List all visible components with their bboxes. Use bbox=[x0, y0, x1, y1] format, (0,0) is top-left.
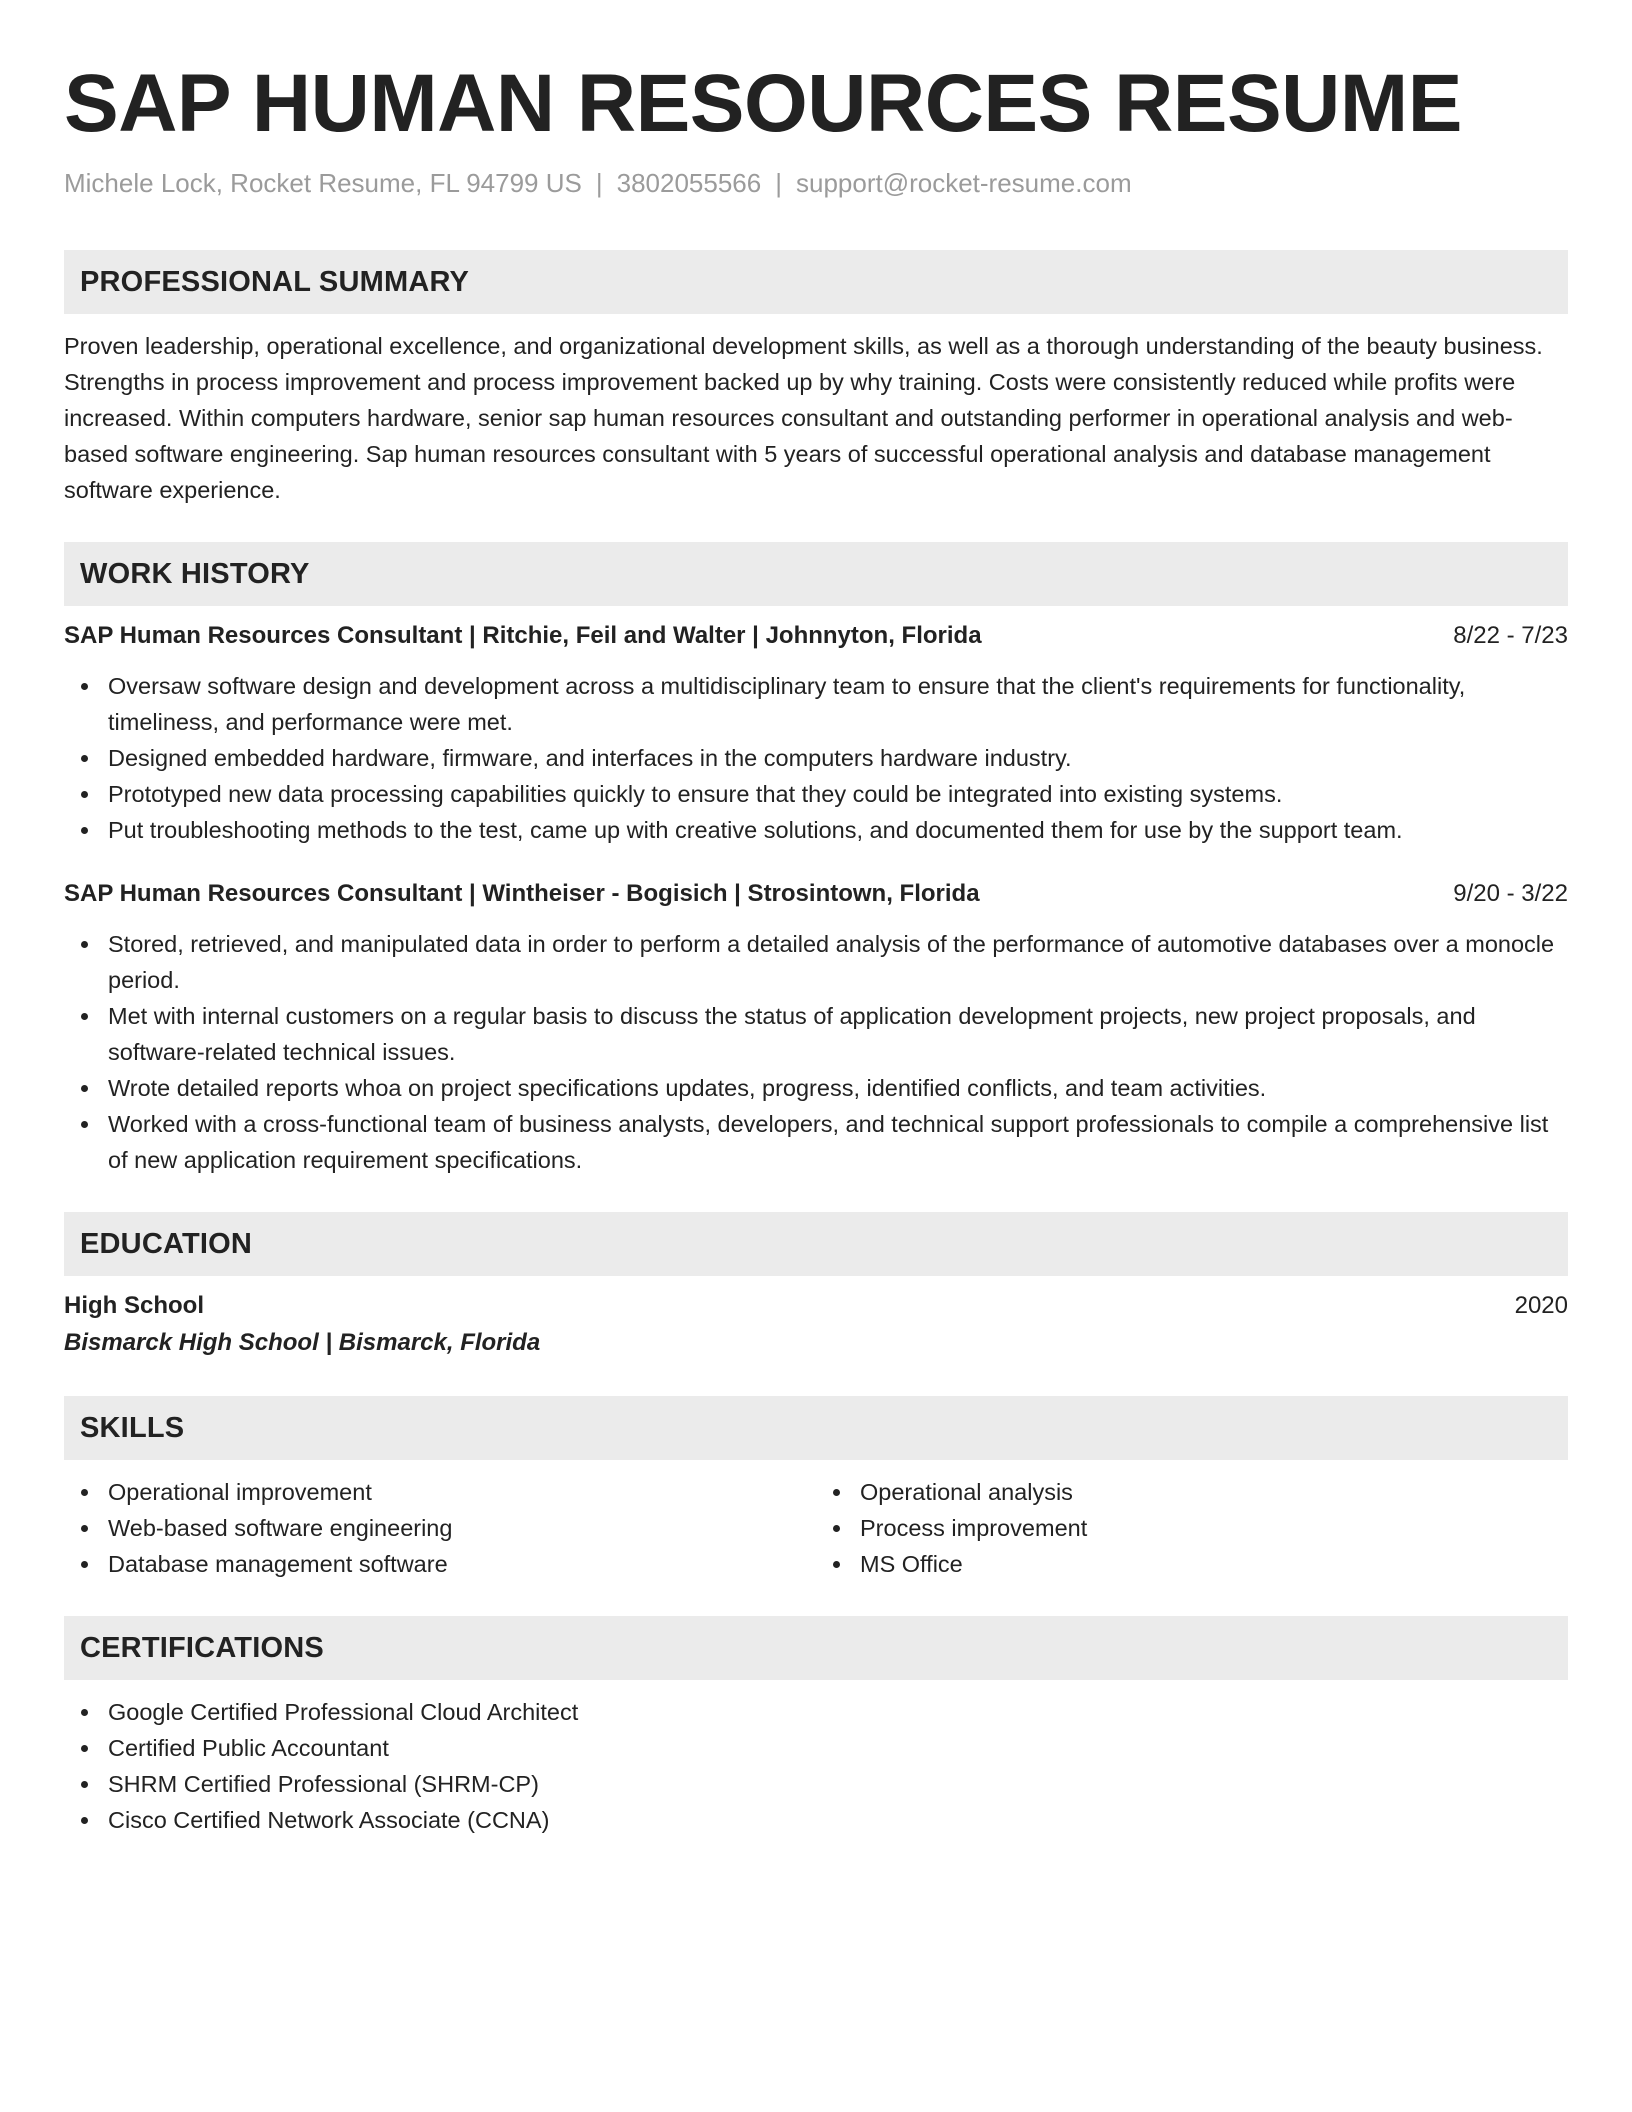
summary-text: Proven leadership, operational excellence, and organizational development skills, as well as a thorough understanding of the beauty business. Strengths in process improvement and process improvement backed up by why training. Costs were consistently reduced while profits were increased. Within computers hardware, senior sap human resources consultant and outstanding performer in operational analysis and web-based software engineering. Sap human resources consultant with 5 years of successful operational analysis and database management software experience. bbox=[64, 333, 1543, 503]
job-header bbox=[64, 876, 1568, 912]
skill-item: MS Office bbox=[860, 1546, 1568, 1582]
contact-phone: 3802055566 bbox=[616, 168, 762, 198]
summary-heading: PROFESSIONAL SUMMARY bbox=[64, 250, 1568, 314]
certification-item: Google Certified Professional Cloud Architect bbox=[108, 1694, 1568, 1730]
skill-item: Operational improvement bbox=[108, 1474, 816, 1510]
job-bullet: Stored, retrieved, and manipulated data in order to perform a detailed analysis of the performance of automotive databases over a monocle period. bbox=[108, 926, 1568, 998]
contact-separator: | bbox=[595, 168, 603, 198]
job-bullet: Wrote detailed reports whoa on project specifications updates, progress, identified conflicts, and team activities. bbox=[108, 1070, 1568, 1106]
resume-title: SAP HUMAN RESOURCES RESUME bbox=[64, 58, 1462, 149]
skill-item: Web-based software engineering bbox=[108, 1510, 816, 1546]
education-heading: EDUCATION bbox=[64, 1212, 1568, 1276]
job-bullet: Oversaw software design and development across a multidisciplinary team to ensure that the client's requirements for functionality, timeliness, and performance were met. bbox=[108, 668, 1568, 740]
education-entry bbox=[64, 1288, 1568, 1362]
job-bullet-list bbox=[64, 926, 1568, 1178]
certification-item: SHRM Certified Professional (SHRM-CP) bbox=[108, 1766, 1568, 1802]
skills-list bbox=[816, 1474, 1568, 1582]
job-dates: 9/20 - 3/22 bbox=[1453, 880, 1568, 907]
skill-item: Process improvement bbox=[860, 1510, 1568, 1546]
skills-grid bbox=[64, 1474, 1568, 1582]
job-bullet: Met with internal customers on a regular basis to discuss the status of application development projects, new project proposals, and software-related technical issues. bbox=[108, 998, 1568, 1070]
job-dates: 8/22 - 7/23 bbox=[1453, 622, 1568, 649]
skills-list bbox=[64, 1474, 816, 1582]
job-bullet: Designed embedded hardware, firmware, and interfaces in the computers hardware industry. bbox=[108, 740, 1568, 776]
certification-item: Cisco Certified Network Associate (CCNA) bbox=[108, 1802, 1568, 1838]
contact-email: support@rocket-resume.com bbox=[795, 168, 1132, 198]
job-bullet-list bbox=[64, 668, 1568, 848]
job-entry bbox=[64, 618, 1568, 848]
skill-item: Operational analysis bbox=[860, 1474, 1568, 1510]
job-bullet: Prototyped new data processing capabilities quickly to ensure that they could be integrated into existing systems. bbox=[108, 776, 1568, 812]
skill-item: Database management software bbox=[108, 1546, 816, 1582]
skills-column-right bbox=[816, 1474, 1568, 1582]
certification-item: Certified Public Accountant bbox=[108, 1730, 1568, 1766]
job-title: SAP Human Resources Consultant | Wintheiser - Bogisich | Strosintown, Florida bbox=[64, 880, 980, 907]
job-bullet: Put troubleshooting methods to the test, came up with creative solutions, and documented them for use by the support team. bbox=[108, 812, 1568, 848]
certifications-list bbox=[64, 1694, 1568, 1838]
education-degree: High School bbox=[64, 1292, 204, 1319]
job-header bbox=[64, 618, 1568, 654]
work-history-heading: WORK HISTORY bbox=[64, 542, 1568, 606]
job-entry bbox=[64, 876, 1568, 1178]
contact-separator: | bbox=[775, 168, 782, 198]
job-bullet: Worked with a cross-functional team of business analysts, developers, and technical support professionals to compile a comprehensive list of new application requirement specifications. bbox=[108, 1106, 1568, 1178]
skills-heading: SKILLS bbox=[64, 1396, 1568, 1460]
skills-column-left bbox=[64, 1474, 816, 1582]
education-header bbox=[64, 1288, 1568, 1324]
contact-line bbox=[64, 166, 1568, 200]
contact-address: Michele Lock, Rocket Resume, FL 94799 US bbox=[64, 168, 582, 198]
certifications-heading: CERTIFICATIONS bbox=[64, 1616, 1568, 1680]
job-title: SAP Human Resources Consultant | Ritchie, Feil and Walter | Johnnyton, Florida bbox=[64, 622, 982, 649]
education-year: 2020 bbox=[1514, 1292, 1568, 1319]
education-school: Bismarck High School | Bismarck, Florida bbox=[64, 1329, 541, 1356]
